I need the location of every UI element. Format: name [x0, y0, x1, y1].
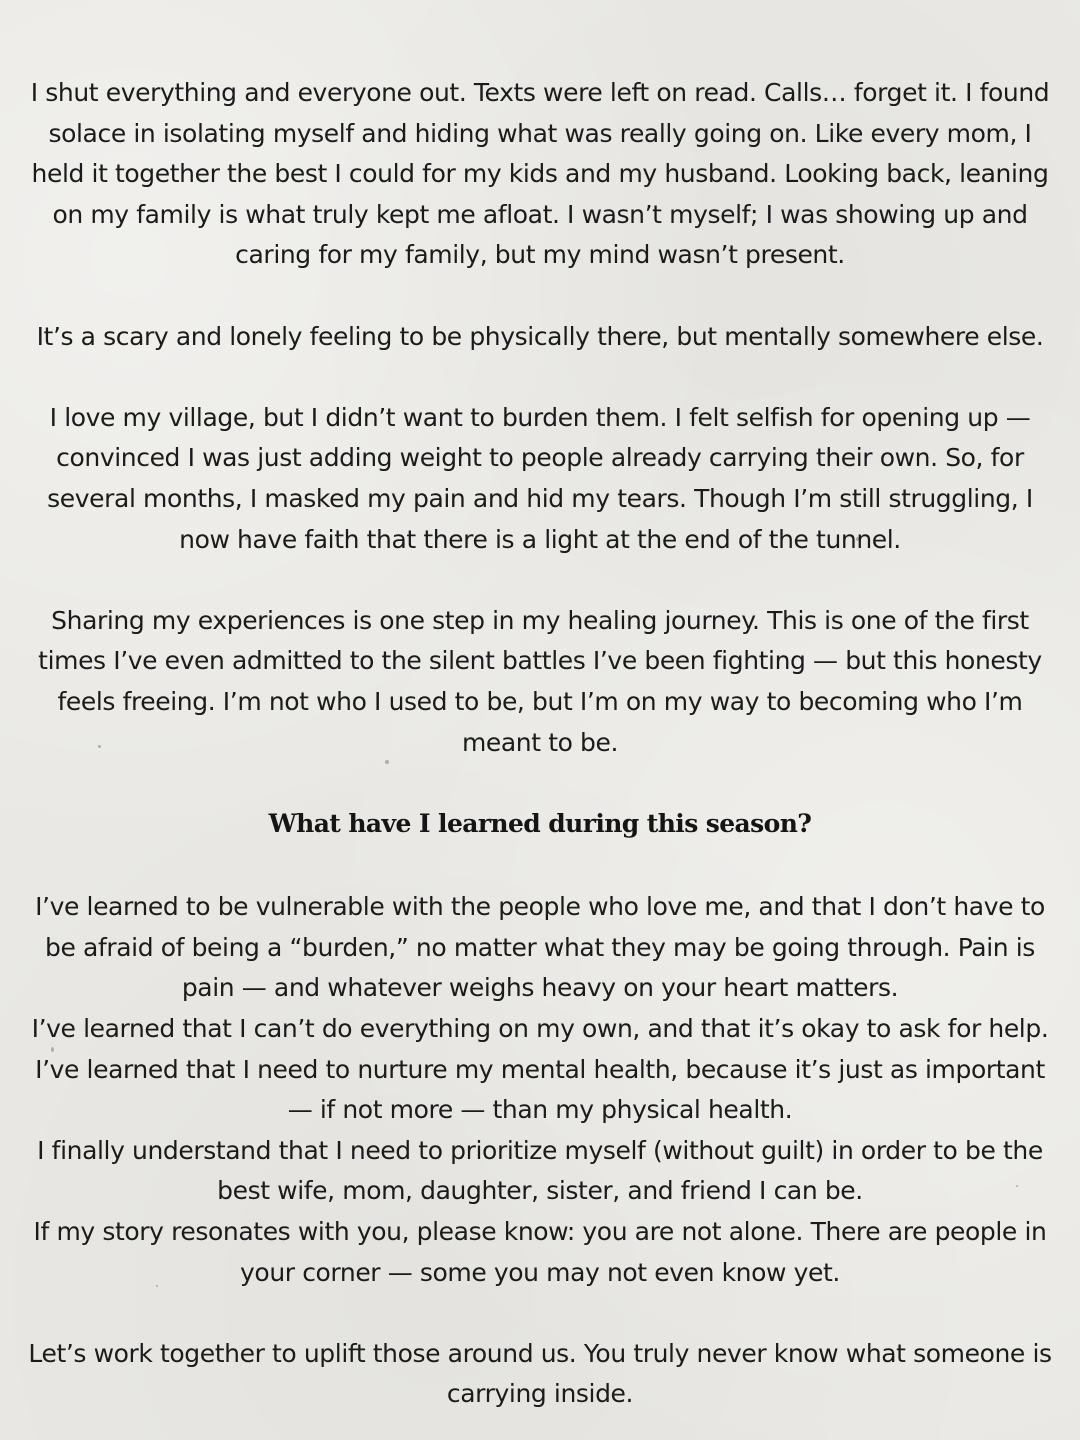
- lesson-not-alone: If my story resonates with you, please know: you are not alone. There are people in your corner — some you may not even know yet.: [33, 1217, 1047, 1287]
- paragraph-sharing: Sharing my experiences is one step in my healing journey. This is one of the first times I’ve even admitted to the silent battles I’ve been fighting — but this honesty feels freeing. I’m not who I used to be, but I’m on my way to becoming who I’m meant to be.: [38, 605, 1042, 757]
- paragraph-isolation: I shut everything and everyone out. Texts were left on read. Calls… forget it. I found solace in isolating myself and hiding what was really going on. Like every mom, I held it together the best I could for my kids and my husband. Looking back, leaning on my family is what truly kept me afloat. I wasn’t myself; I was showing up and caring for my family, but my mind wasn’t present.: [30, 78, 1050, 270]
- lesson-vulnerable: I’ve learned to be vulnerable with the people who love me, and that I don’t have to be afraid of being a “burden,” no matter what they may be going through. Pain is pain — and whatever weighs heavy on your heart matters.: [35, 892, 1045, 1003]
- paragraph-closing: Let’s work together to uplift those around us. You truly never know what someone is carrying inside.: [28, 1338, 1052, 1409]
- lesson-mental-health: I’ve learned that I need to nurture my mental health, because it’s just as important — if not more — than my physical health.: [35, 1054, 1045, 1125]
- lesson-prioritize-self: I finally understand that I need to prioritize myself (without guilt) in order to be the best wife, mom, daughter, sister, and friend I can be.: [37, 1135, 1043, 1206]
- lesson-ask-for-help: I’ve learned that I can’t do everything on my own, and that it’s okay to ask for help.: [31, 1014, 1049, 1044]
- paragraph-village: I love my village, but I didn’t want to burden them. I felt selfish for opening up — convinced I was just adding weight to people already carrying their own. So, for several months, I masked my pain and hid my tears. Though I’m still struggling, I now have faith that there is a light at the end of the tunnel.: [47, 402, 1033, 554]
- article-body: [20, 73, 1060, 1415]
- paragraph-scary-feeling: It’s a scary and lonely feeling to be physically there, but mentally somewhere else.: [36, 321, 1044, 351]
- section-heading: What have I learned during this season?: [268, 808, 812, 838]
